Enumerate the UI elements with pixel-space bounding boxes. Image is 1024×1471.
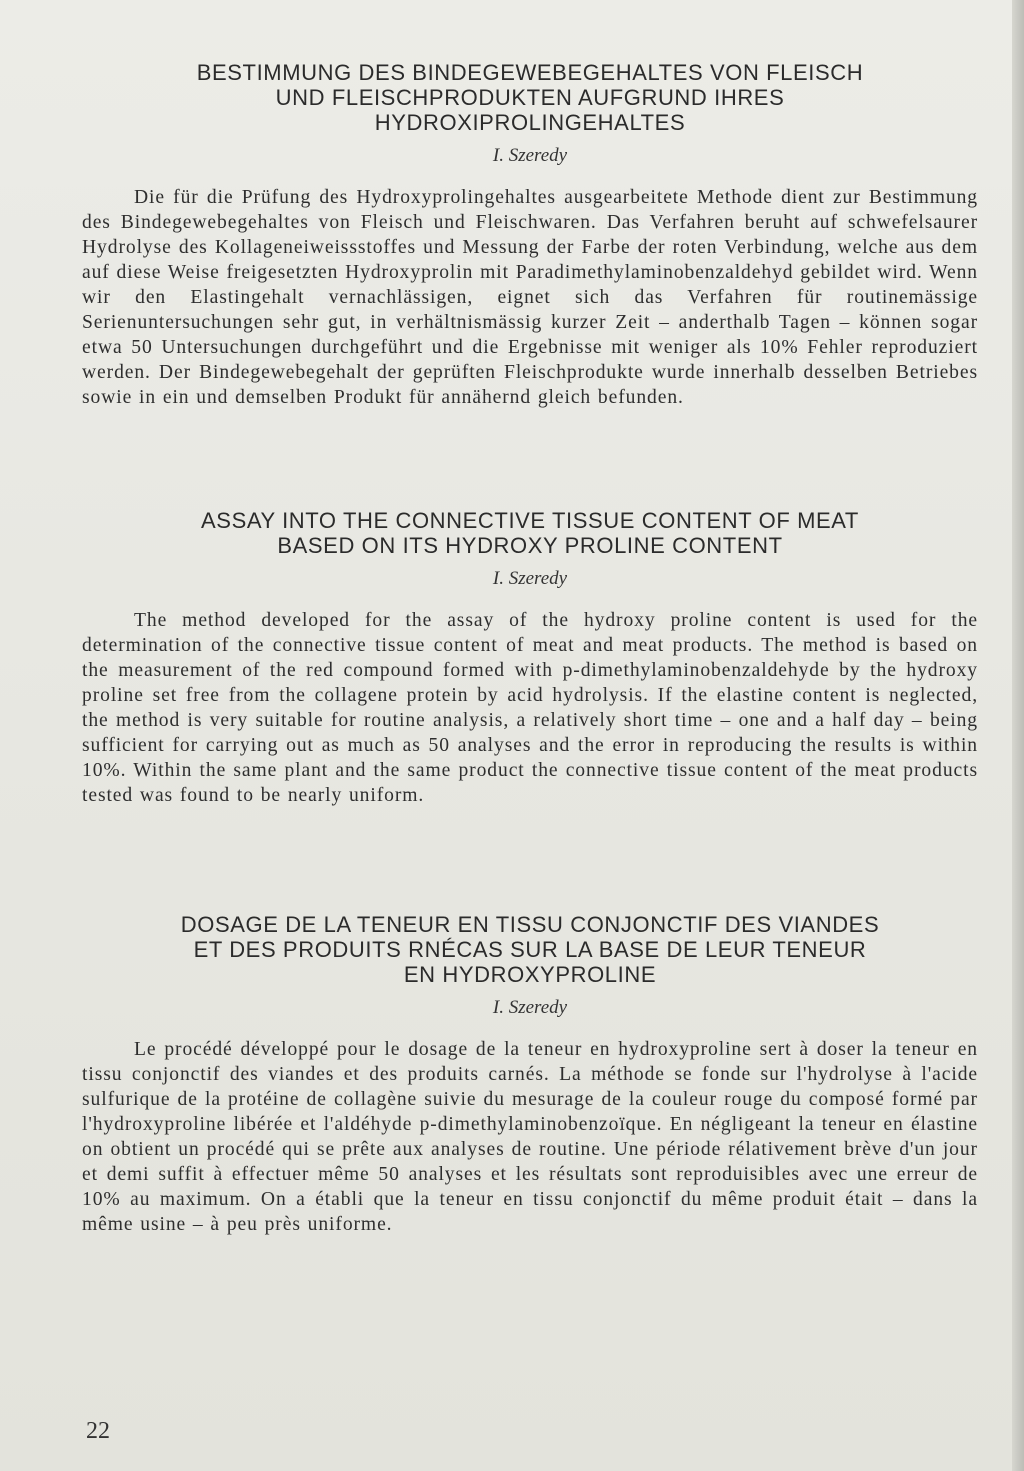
english-title: [82, 508, 978, 558]
english-abstract: [82, 608, 978, 808]
french-abstract-section: [82, 912, 978, 1237]
german-abstract: [82, 185, 978, 410]
page-edge: [1012, 0, 1024, 1471]
english-abstract-text: The method developed for the assay of the hydroxy proline content is used for the determination of the connective tissue content of meat and meat products. The method is based on the measurement of the red compound formed with p-dimethylaminobenzaldehyde by the hydroxy proline set free from the collagene protein by acid hydrolysis. If the elastine content is neglected, the method is very suitable for routine analysis, a relatively short time – one and a half day – being sufficient for carrying out as much as 50 analyses and the error in reproducing the results is within 10%. Within the same plant and the same product the connective tissue content of the meat products tested was found to be nearly uniform.: [82, 610, 978, 806]
english-title-line-1: ASSAY INTO THE CONNECTIVE TISSUE CONTENT OF MEAT: [201, 508, 859, 533]
french-title-line-2: ET DES PRODUITS RNÉCAS SUR LA BASE DE LEUR TENEUR: [193, 937, 867, 962]
german-title: [82, 60, 978, 135]
german-title-line-2: UND FLEISCHPRODUKTEN AUFGRUND IHRES: [275, 85, 785, 110]
english-abstract-section: [82, 508, 978, 808]
german-title-line-3: HYDROXIPROLINGEHALTES: [374, 110, 686, 135]
french-abstract-text: Le procédé développé pour le dosage de la teneur en hydroxyproline sert à doser la teneur en tissu conjonctif des viandes et des produits carnés. La méthode se fonde sur l'hydrolyse à l'acide sulfurique de la protéine de collagène suivie du mesurage de la couleur rouge du composé formé par l'hydroxyproline libérée et l'aldéhyde p-dimethylaminobenzoïque. En négligeant la teneur en élastine on obtient un procédé qui se prête aux analyses de routine. Une période rélativement brève d'un jour et demi suffit à effectuer même 50 analyses et les résultats sont reproduisibles avec une erreur de 10% au maximum. On a établi que la teneur en tissu conjonctif du même produit était – dans la même usine – à peu près uniforme.: [82, 1039, 978, 1235]
french-abstract: [82, 1037, 978, 1237]
german-title-line-1: BESTIMMUNG DES BINDEGEWEBEGEHALTES VON FLEISCH: [196, 60, 864, 85]
english-title-line-2: BASED ON ITS HYDROXY PROLINE CONTENT: [277, 533, 783, 558]
page-number: 22: [86, 1418, 110, 1444]
german-abstract-text: Die für die Prüfung des Hydroxyprolingehaltes ausgearbeitete Methode dient zur Bestimmung des Bindegewebegehaltes von Fleisch und Fleischwaren. Das Verfahren beruht auf schwefelsaurer Hydrolyse des Kollageneiweissstoffes und Messung der Farbe der roten Verbindung, welche aus dem auf diese Weise freigesetzten Hydroxyprolin mit Paradimethylaminobenzaldehyd gebildet wird. Wenn wir den Elastingehalt vernachlässigen, eignet sich das Verfahren für routinemässige Serienuntersuchungen sehr gut, in verhältnismässig kurzer Zeit – anderthalb Tagen – können sogar etwa 50 Untersuchungen durchgeführt und die Ergebnisse mit weniger als 10% Fehler reproduziert werden. Der Bindegewebegehalt der geprüften Fleischprodukte wurde innerhalb desselben Betriebes sowie in ein und demselben Produkt für annähernd gleich befunden.: [82, 187, 978, 408]
french-title-line-1: DOSAGE DE LA TENEUR EN TISSU CONJONCTIF DES VIANDES: [180, 912, 880, 937]
german-abstract-section: [82, 60, 978, 410]
french-author: I. Szeredy: [492, 997, 568, 1018]
german-author: I. Szeredy: [492, 145, 568, 166]
french-title-line-3: EN HYDROXYPROLINE: [403, 962, 657, 987]
french-title: [82, 912, 978, 987]
english-author: I. Szeredy: [492, 568, 568, 589]
